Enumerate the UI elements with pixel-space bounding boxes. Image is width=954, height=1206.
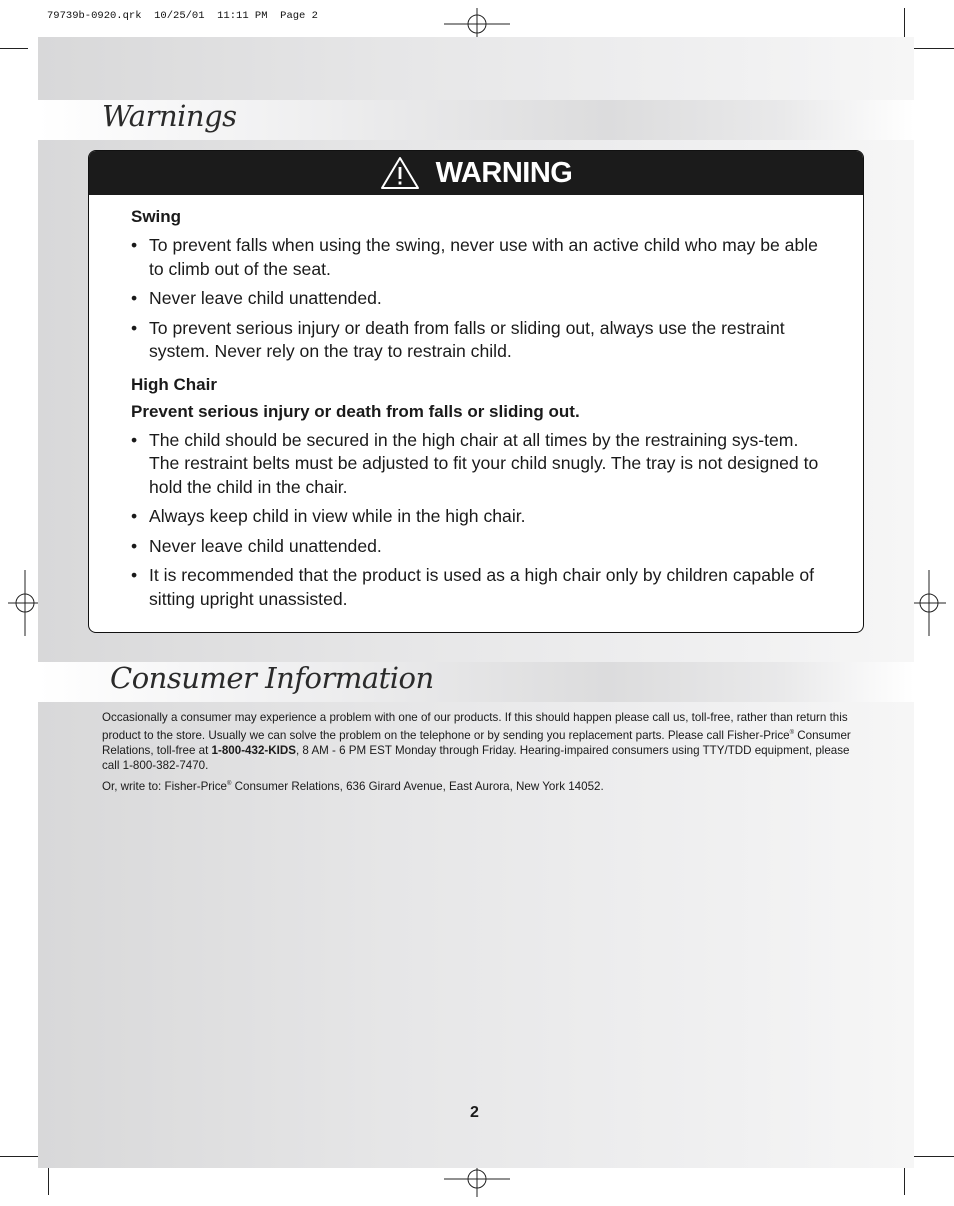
page-number: 2 — [470, 1104, 479, 1121]
high-chair-subheading: Prevent serious injury or death from falls or sliding out. — [131, 401, 580, 421]
list-item: • To prevent falls when using the swing, never use with an active child who may be able to climb out of the seat. — [131, 235, 818, 279]
list-item: • Never leave child unattended. — [131, 535, 382, 556]
list-item: • Never leave child unattended. — [131, 288, 382, 308]
warning-header — [89, 151, 863, 195]
swing-list — [131, 234, 831, 364]
list-item: • The child should be secured in the high chair at all times by the restraining sys-tem. The restraint belts must be adjusted to fit your child snugly. The tray is not designed to hold the child in the chair. — [131, 429, 819, 497]
registration-mark-icon — [444, 1163, 510, 1197]
phone-number: 1-800-432-KIDS — [211, 743, 296, 757]
high-chair-heading: High Chair — [131, 374, 217, 394]
consumer-paragraph: Occasionally a consumer may experience a problem with one of our products. If this should happen please call us, toll-free, rather than return this product to the store. Usually we can solve the problem on the telephone or by sending you replacement parts. Please call Fisher-Price® Consumer Relations, toll-free at 1-800-432-KIDS, 8 AM - 6 PM EST Monday through Friday. Hearing-impaired consumers using TTY/TDD equipment, please call 1-800-382-7470. — [102, 711, 851, 773]
swing-heading: Swing — [131, 207, 182, 226]
crop-mark — [912, 48, 954, 49]
list-item: • It is recommended that the product is used as a high chair only by children capable of sitting upright unassisted. — [131, 565, 815, 609]
print-slug: 79739b-0920.qrk 10/25/01 11:11 PM Page 2 — [47, 10, 318, 22]
consumer-address: Or, write to: Fisher-Price® Consumer Relations, 636 Girard Avenue, East Aurora, New York 14052. — [102, 779, 604, 793]
high-chair-list — [131, 429, 831, 612]
registration-mark-icon — [8, 570, 42, 636]
list-item: • To prevent serious injury or death from falls or sliding out, always use the restraint system. Never rely on the tray to restrain child. — [131, 317, 785, 361]
registration-mark-icon — [912, 570, 946, 636]
crop-mark — [0, 48, 28, 49]
warning-content — [131, 207, 831, 622]
registered-mark: ® — [226, 780, 232, 787]
crop-mark — [0, 1156, 40, 1157]
consumer-text — [102, 710, 856, 797]
crop-mark — [912, 1156, 954, 1157]
warning-box — [88, 150, 864, 633]
crop-mark — [904, 8, 905, 40]
warnings-title: Warnings — [102, 99, 237, 133]
warning-triangle-icon — [380, 156, 420, 190]
list-item: • Always keep child in view while in the high chair. — [131, 506, 526, 526]
consumer-title: Consumer Information — [110, 661, 434, 695]
registered-mark: ® — [789, 729, 795, 736]
warning-label: WARNING — [435, 156, 573, 189]
